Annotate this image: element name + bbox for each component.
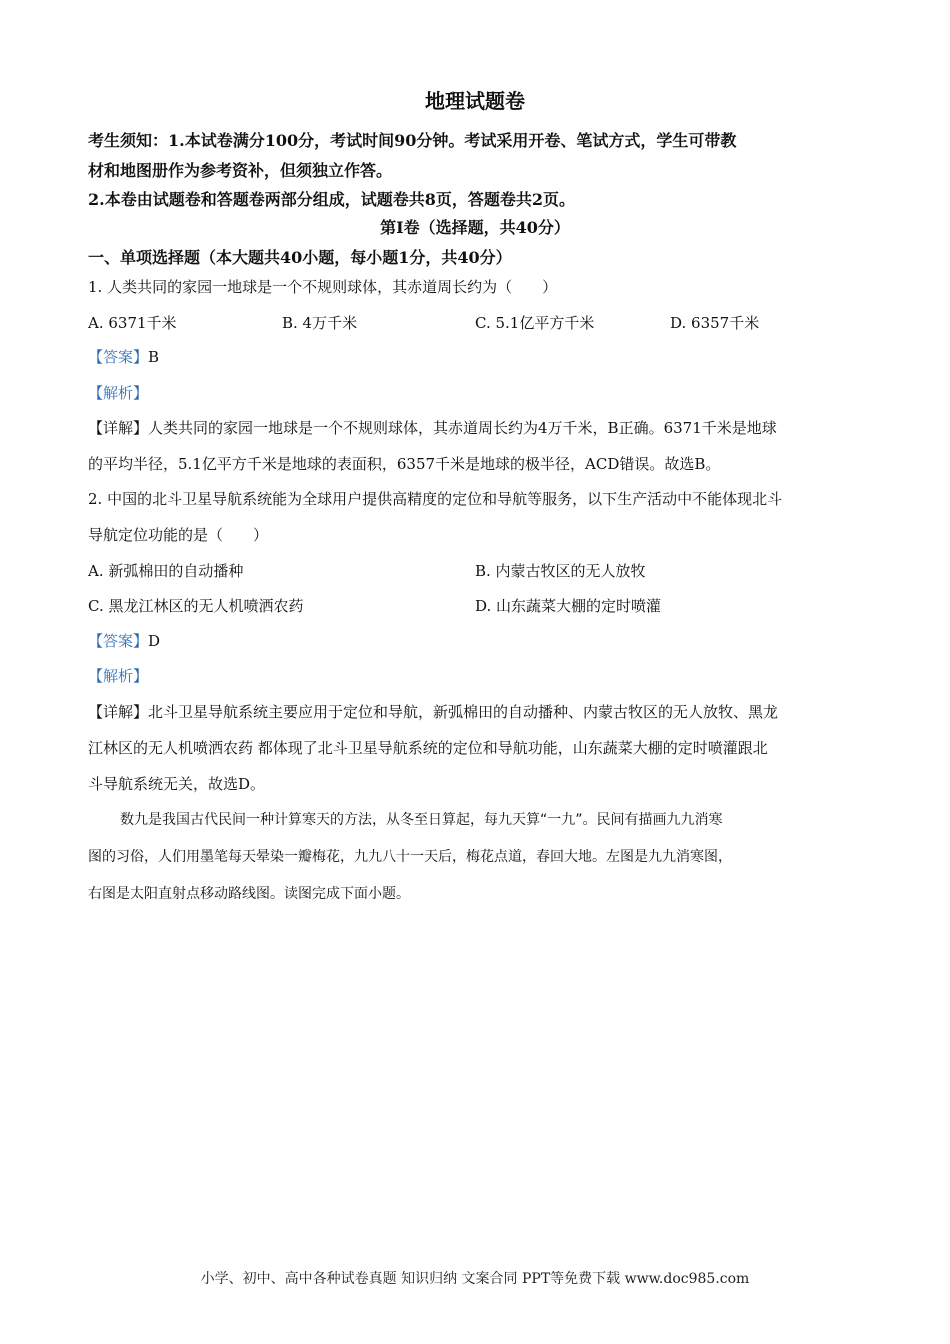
q1-option-b: B. 4万千米	[282, 314, 358, 332]
q1-option-a: A. 6371千米	[88, 314, 177, 332]
answer-tag: 【答案】	[88, 348, 149, 366]
q2-option-a: A. 新弧棉田的自动播种	[88, 562, 244, 580]
q2-option-c: C. 黑龙江林区的无人机喷洒农药	[88, 597, 304, 615]
detail-text: 北斗卫星导航系统主要应用于定位和导航，新弧棉田的自动播种、内蒙古牧区的无人放牧、黑龙	[148, 703, 779, 721]
q1-stem: 1. 人类共同的家园一地球是一个不规则球体，其赤道周长约为（ ）	[88, 278, 558, 296]
page-footer: 小学、初中、高中各种试卷真题 知识归纳 文案合同 PPT等免费下载 www.doc985.com	[200, 1271, 750, 1287]
q2-option-d: D. 山东蔬菜大棚的定时喷灌	[475, 597, 662, 615]
detail-tag: 【详解】	[88, 419, 149, 437]
answer-value: B	[148, 348, 160, 366]
notice-line-2: 材和地图册作为参考资补，但须独立作答。	[88, 161, 393, 180]
q1-detail-line-1	[88, 418, 862, 438]
q1-option-d: D. 6357千米	[670, 314, 760, 332]
intro-line-3: 右图是太阳直射点移动路线图。读图完成下面小题。	[88, 886, 410, 902]
intro-line-1: 数九是我国古代民间一种计算寒天的方法，从冬至日算起，每九天算“一九”。民间有描画九九消寒	[120, 812, 723, 828]
q2-option-b: B. 内蒙古牧区的无人放牧	[475, 562, 646, 580]
q2-stem-line-2: 导航定位功能的是（ ）	[88, 526, 269, 544]
q2-stem-line-1: 2. 中国的北斗卫星导航系统能为全球用户提供高精度的定位和导航等服务，以下生产活动中不能体现北斗	[88, 490, 783, 508]
q2-detail-line-1	[88, 702, 862, 722]
detail-tag: 【详解】	[88, 703, 149, 721]
analysis-tag: 【解析】	[88, 667, 149, 685]
intro-line-2: 图的习俗，人们用墨笔每天晕染一瓣梅花，九九八十一天后，梅花点道，春回大地。左图是九九消寒图，	[88, 849, 732, 865]
notice-line-1: 考生须知：1.本试卷满分100分，考试时间90分钟。考试采用开卷、笔试方式，学生可带教	[88, 131, 737, 150]
analysis-tag: 【解析】	[88, 384, 149, 402]
q2-detail-line-2: 江林区的无人机喷洒农药 都体现了北斗卫星导航系统的定位和导航功能，山东蔬菜大棚的定时喷灌跟北	[88, 739, 768, 757]
q2-answer	[88, 631, 862, 651]
q1-analysis	[88, 383, 862, 403]
section-title: 第Ⅰ卷（选择题，共40分）	[380, 218, 570, 237]
part-title: 一、单项选择题（本大题共40小题，每小题1分，共40分）	[88, 248, 512, 267]
notice-line-3: 2.本卷由试题卷和答题卷两部分组成，试题卷共8页，答题卷共2页。	[88, 190, 575, 209]
q1-answer	[88, 347, 862, 367]
answer-tag: 【答案】	[88, 632, 149, 650]
page-title: 地理试题卷	[425, 89, 525, 113]
q2-analysis	[88, 666, 862, 686]
q2-detail-line-3: 斗导航系统无关，故选D。	[88, 775, 266, 793]
q1-detail-line-2: 的平均半径，5.1亿平方千米是地球的表面积，6357千米是地球的极半径，ACD错误。故选B。	[88, 455, 721, 473]
detail-text: 人类共同的家园一地球是一个不规则球体，其赤道周长约为4万千米，B正确。6371千米是地球	[148, 419, 777, 437]
q1-option-c: C. 5.1亿平方千米	[475, 314, 595, 332]
answer-value: D	[148, 632, 161, 650]
